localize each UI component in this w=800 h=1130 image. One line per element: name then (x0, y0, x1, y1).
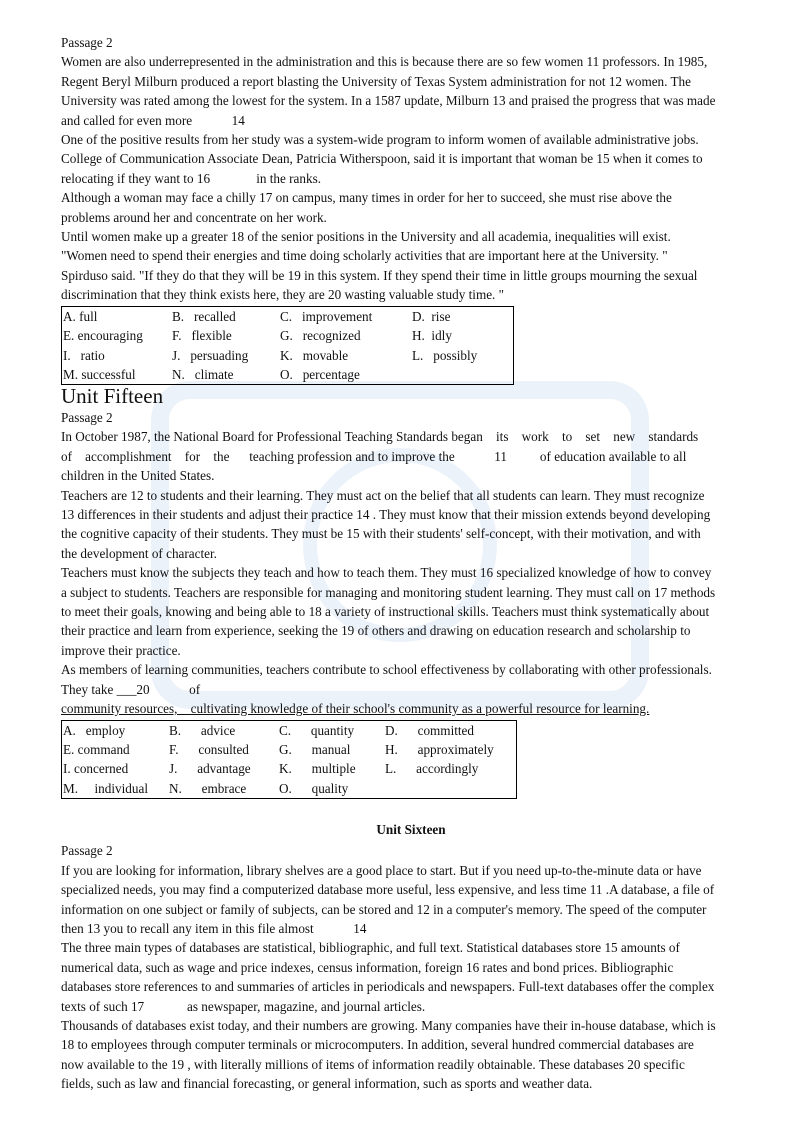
passage-line: fields, such as law and financial forecasting, or general information, such as sports and weather data. (61, 1076, 593, 1092)
passage-line: discrimination that they think exists here, they are 20 wasting valuable study time. " (61, 287, 505, 303)
passage-line: relocating if they want to 16 in the ranks. (61, 170, 322, 186)
word-bank-cell: K. multiple (279, 761, 356, 777)
unit16-section (61, 820, 767, 1094)
word-bank-cell: N. climate (172, 366, 234, 382)
passage-line: "Women need to spend their energies and time doing scholarly activities that are important here at the University. " (61, 248, 668, 264)
word-bank-cell: J. advantage (169, 761, 251, 777)
word-bank-cell: F. consulted (169, 741, 249, 757)
word-bank-cell: B. advice (169, 722, 236, 738)
passage-line: and called for even more 14 (61, 112, 245, 128)
word-bank-cell: L. accordingly (385, 761, 479, 777)
word-bank-row (62, 365, 514, 385)
word-bank-cell: A. employ (63, 722, 126, 738)
passage-line: The three main types of databases are statistical, bibliographic, and full text. Statistical databases store 15 amounts of (61, 940, 680, 956)
word-bank-cell: C. quantity (279, 722, 355, 738)
word-bank-cell (411, 365, 514, 385)
passage-line: specialized needs, you may find a computerized database more useful, less expensive, and less time 11 .A database, a file of (61, 882, 715, 898)
word-bank-table (61, 306, 514, 386)
word-bank-cell: J. persuading (172, 347, 249, 363)
word-bank-cell: B. recalled (172, 308, 236, 324)
passage-line: College of Communication Associate Dean, Patricia Witherspoon, said it is important that woman be 15 when it comes to (61, 151, 703, 167)
word-bank-cell: D. committed (385, 722, 475, 738)
unit-title: Unit Sixteen (376, 822, 446, 837)
word-bank-cell: E. command (63, 741, 130, 757)
passage-line: Although a woman may face a chilly 17 on campus, many times in order for her to succeed, she must rise above the (61, 190, 672, 206)
unit-title: Unit Fifteen (61, 384, 164, 408)
passage-line: They take ___20 of (61, 681, 201, 697)
word-bank-cell: H. approximately (385, 741, 494, 757)
word-bank-cell: O. percentage (280, 366, 360, 382)
word-bank-cell: L. possibly (412, 347, 478, 363)
word-bank-cell: N. embrace (169, 780, 247, 796)
word-bank-cell: I. concerned (63, 761, 129, 777)
passage-line: improve their practice. (61, 642, 181, 658)
passage-line: Until women make up a greater 18 of the senior positions in the University and all academia, inequalities will exist. (61, 229, 671, 245)
unit15-section (61, 384, 767, 799)
passage-body (61, 861, 767, 1094)
passage-line: databases store references to and summaries of articles in periodicals and newspapers. Full-text databases offer the complex (61, 979, 715, 995)
passage-label: Passage 2 (61, 35, 113, 50)
passage-line: In October 1987, the National Board for Professional Teaching Standards began its work to set new standards (61, 429, 699, 445)
word-bank-cell: M. individual (63, 780, 148, 796)
passage-line: Teachers must know the subjects they teach and how to teach them. They must 16 specialized knowledge of how to convey (61, 565, 712, 581)
passage-line: information on one subject or family of subjects, can be stored and 12 in a computer's memory. The speed of the computer (61, 901, 707, 917)
passage-line: of accomplishment for the teaching profession and to improve the 11 of education available to all (61, 448, 687, 464)
passage-label: Passage 2 (61, 410, 113, 425)
passage-line: Regent Beryl Milburn produced a report blasting the University of Texas System administration for not 12 women. The (61, 73, 692, 89)
passage-line: Thousands of databases exist today, and their numbers are growing. Many companies have their in-house database, which is (61, 1018, 716, 1034)
word-bank-cell: M. successful (63, 366, 136, 382)
passage-line: the development of character. (61, 545, 217, 561)
word-bank-row (62, 720, 517, 740)
passage-line: now available to the 19 , with literally millions of items of information readily obtainable. These databases 20 specific (61, 1056, 685, 1072)
passage-line: texts of such 17 as newspaper, magazine, and journal articles. (61, 998, 426, 1014)
passage-line: to meet their goals, knowing and being able to 18 a variety of instructional skills. Teachers must think systematically about (61, 604, 710, 620)
word-bank-cell: K. movable (280, 347, 349, 363)
passage-line: 18 to employees through computer terminals or microcomputers. In addition, several hundred commercial databases are (61, 1037, 694, 1053)
word-bank-cell: C. improvement (280, 308, 373, 324)
word-bank-cell: F. flexible (172, 328, 232, 344)
passage-line: University was rated among the lowest for the system. In a 1587 update, Milburn 13 and praised the progress that was made (61, 93, 716, 109)
passage-line: 13 differences in their students and adjust their practice 14 . They must know that their mission extends beyond developing (61, 507, 711, 523)
word-bank-row (62, 779, 517, 799)
passage-line: As members of learning communities, teachers contribute to school effectiveness by collaborating with other professionals. (61, 662, 712, 678)
passage-line: community resources, cultivating knowledge of their school's community as a powerful resource for learning. (61, 701, 650, 717)
word-bank-row (62, 346, 514, 365)
passage-line: Women are also underrepresented in the administration and this is because there are so few women 11 professors. In 1985, (61, 54, 708, 70)
passage-line: Teachers are 12 to students and their learning. They must act on the belief that all students can learn. They must recognize (61, 487, 705, 503)
word-bank-cell: O. quality (279, 780, 349, 796)
word-bank-cell: G. recognized (280, 328, 361, 344)
word-bank-cell: I. ratio (63, 347, 105, 363)
passage-line: a subject to students. Teachers are responsible for managing and monitoring student learning. They must call on 17 methods (61, 584, 716, 600)
passage-line: their practice and learn from experience, seeking the 19 of others and drawing on education research and scholarship to (61, 623, 691, 639)
word-bank-row (62, 740, 517, 759)
passage-label: Passage 2 (61, 843, 113, 859)
passage-line: One of the positive results from her study was a system-wide program to inform women of available administrative jobs. (61, 132, 699, 148)
word-bank-cell (384, 779, 517, 799)
word-bank-cell: A. full (63, 308, 98, 324)
passage-body (61, 427, 767, 718)
passage-line: the cognitive capacity of their students. They must be 15 with their students' self-concept, with their motivation, and with (61, 526, 701, 542)
word-bank-row (62, 759, 517, 778)
word-bank-table (61, 720, 517, 800)
word-bank-cell: D. rise (412, 308, 451, 324)
passage-line: numerical data, such as wage and price indexes, census information, foreign 16 rates and bond prices. Bibliographic (61, 959, 674, 975)
passage-line: problems around her and concentrate on her work. (61, 209, 327, 225)
passage-line: then 13 you to recall any item in this file almost 14 (61, 921, 367, 937)
word-bank-row (62, 306, 514, 326)
word-bank-cell: H. idly (412, 328, 452, 344)
unit14-section (61, 33, 767, 385)
passage-line: children in the United States. (61, 468, 215, 484)
word-bank-row (62, 326, 514, 345)
word-bank-cell: E. encouraging (63, 328, 143, 344)
passage-line: If you are looking for information, library shelves are a good place to start. But if you need up-to-the-minute data or have (61, 862, 702, 878)
passage-line: Spirduso said. "If they do that they will be 19 in this system. If they spend their time in little groups mourning the sexual (61, 267, 698, 283)
passage-body (61, 52, 767, 304)
word-bank-cell: G. manual (279, 741, 351, 757)
